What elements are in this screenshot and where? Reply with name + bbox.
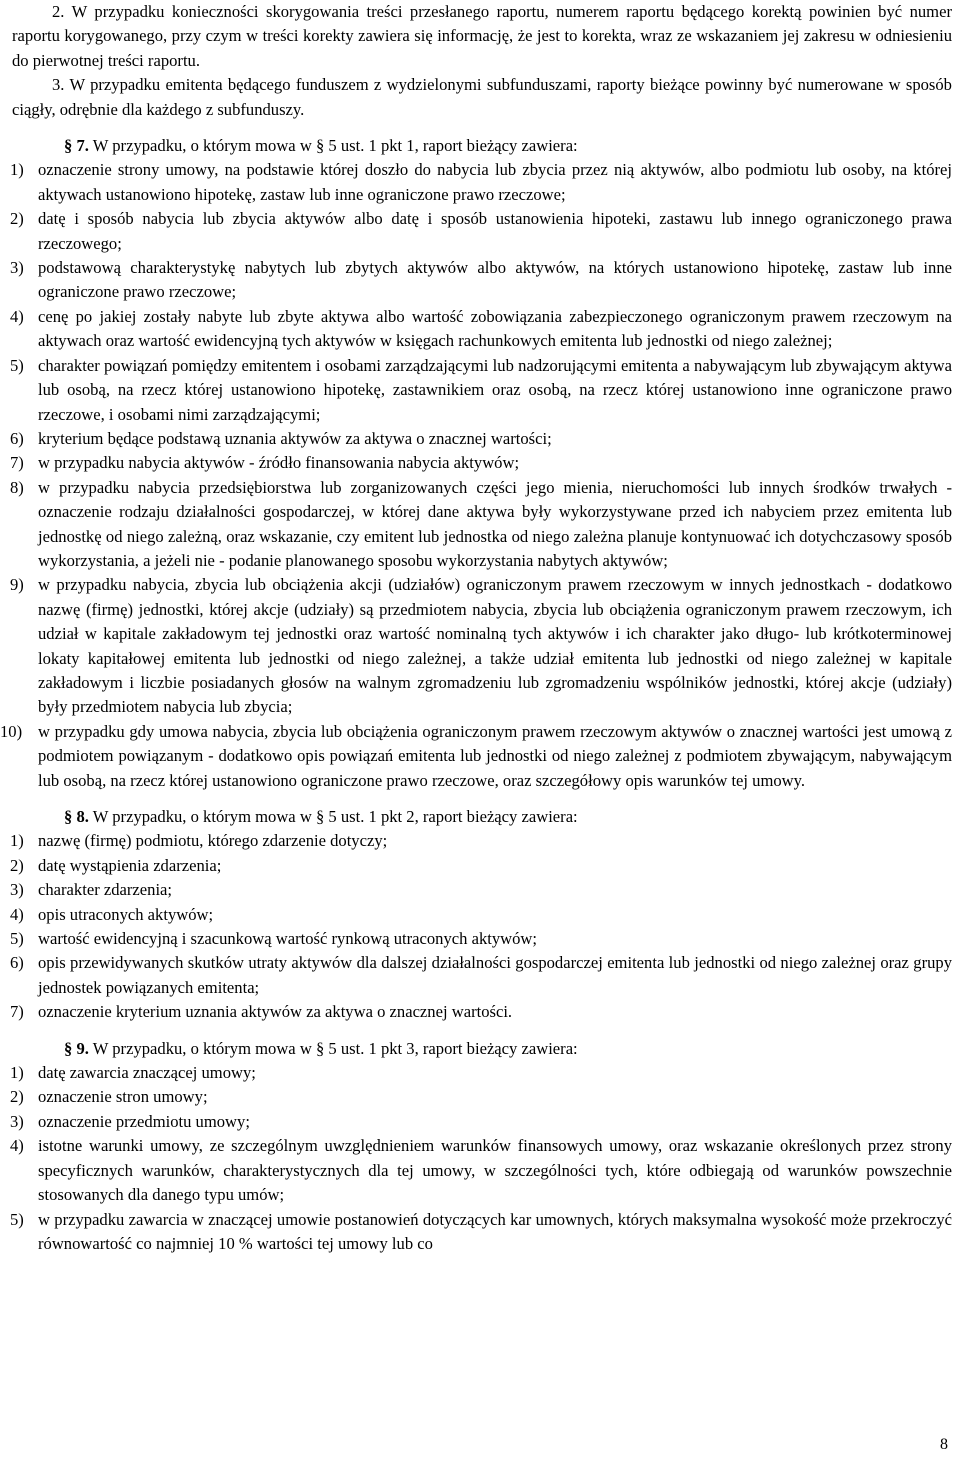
list-item (12, 1110, 952, 1134)
list-item (12, 354, 952, 427)
list-item (12, 1085, 952, 1109)
list-item-text: kryterium będące podstawą uznania aktywów za aktywa o znacznej wartości; (38, 428, 552, 448)
list-item-label: 5) (10, 929, 24, 949)
section-7-heading (12, 134, 952, 158)
section-7-number: § 7. (64, 136, 89, 156)
list-item-text: nazwę (firmę) podmiotu, którego zdarzenie dotyczy; (38, 831, 388, 851)
list-item-label: 5) (10, 355, 24, 375)
list-item-text: w przypadku nabycia przedsiębiorstwa lub zorganizowanych części jego mienia, nieruchomości lub innych środków trwałych - oznaczenie rodzaju działalności gospodarczej, w której dane aktywa były wykorzystywane przed ich nabyciem przez emitenta lub jednostkę od niego zależną, oraz wskazanie, czy emitent lub jednostka od niego zależna planuje kontynuować ich dotychczasowy sposób wykorzystania, a jeżeli nie - podanie planowanego sposobu wykorzystania nabytych aktywów; (38, 477, 952, 570)
list-item-text: datę i sposób nabycia lub zbycia aktywów albo datę i sposób ustanowienia hipoteki, zastawu lub innego ograniczonego prawa rzeczowego; (38, 209, 952, 253)
list-item (12, 256, 952, 305)
list-item-label: 2) (10, 209, 24, 229)
list-item (12, 1000, 952, 1024)
list-item (12, 451, 952, 475)
paragraph-3-text: W przypadku emitenta będącego funduszem z wydzielonymi subfunduszami, raporty bieżące powinny być numerowane w sposób ciągły, odrębnie dla każdego z subfunduszy. (12, 75, 952, 119)
list-item-label: 7) (10, 1002, 24, 1022)
list-item-text: oznaczenie stron umowy; (38, 1087, 208, 1107)
list-item-label: 1) (10, 160, 24, 180)
paragraph-3-number: 3. (52, 75, 65, 95)
list-item-text: opis przewidywanych skutków utraty aktywów dla dalszej działalności gospodarczej emitenta lub jednostki od niego zależnej oraz grupy jednostek powiązanych emitenta; (38, 953, 952, 997)
list-item (12, 951, 952, 1000)
section-7-intro: W przypadku, o którym mowa w § 5 ust. 1 pkt 1, raport bieżący zawiera: (92, 136, 578, 156)
paragraph-2-number: 2. (52, 2, 65, 21)
list-item-label: 3) (10, 880, 24, 900)
section-8-intro: W przypadku, o którym mowa w § 5 ust. 1 pkt 2, raport bieżący zawiera: (92, 807, 578, 826)
list-item-text: w przypadku nabycia aktywów - źródło finansowania nabycia aktywów; (38, 453, 520, 473)
list-item-text: datę zawarcia znaczącej umowy; (38, 1063, 256, 1083)
list-item-label: 10) (0, 721, 23, 741)
list-item-label: 6) (10, 953, 24, 973)
list-item (12, 854, 952, 878)
list-item (12, 1061, 952, 1085)
list-item-text: cenę po jakiej zostały nabyte lub zbyte aktywa albo wartość zobowiązania zabezpieczonego ograniczonym prawem rzeczowym na aktywach oraz wartość ewidencyjną tych aktywów w księgach rachunkowych emitenta lub jednostki od niego zależnej; (38, 306, 952, 351)
list-item-label: 4) (10, 1136, 24, 1156)
list-item-label: 3) (10, 1111, 24, 1131)
list-item-text: oznaczenie strony umowy, na podstawie której doszło do nabycia lub zbycia przez nią aktywów, albo podmiotu lub osoby, na której aktywach ustanowiono hipotekę, zastaw lub inne ograniczone prawo rzeczowe; (38, 160, 952, 204)
list-item-label: 4) (10, 306, 24, 326)
list-item (12, 1208, 952, 1257)
list-item-text: charakter zdarzenia; (38, 880, 173, 900)
section-9-intro: W przypadku, o którym mowa w § 5 ust. 1 pkt 3, raport bieżący zawiera: (92, 1038, 578, 1058)
paragraph-2 (12, 0, 952, 73)
list-item-label: 5) (10, 1209, 24, 1229)
paragraph-2-text: W przypadku konieczności skorygowania treści przesłanego raportu, numerem raportu będącego korektą powinien być numer raportu korygowanego, przy czym w treści korekty zawiera się informację, że jest to korekta, wraz ze wskazaniem jej zakresu w odniesieniu do pierwotnej treści raportu. (12, 2, 952, 70)
list-item-label: 4) (10, 904, 24, 924)
list-item-label: 1) (10, 1063, 24, 1083)
list-item-text: w przypadku nabycia, zbycia lub obciążenia akcji (udziałów) ograniczonym prawem rzeczowym w innych jednostkach - dodatkowo nazwę (firmę) jednostki, której akcje (udziały) są przedmiotem nabycia, zbycia lub obciążenia ograniczonym prawem rzeczowym, ich udział w kapitale zakładowym tej jednostki oraz wartość nominalną tych aktywów i ich charakter jako długo- lub krótkoterminowej lokaty kapitałowej emitenta lub jednostki od niego zależnej, a także udział emitenta lub jednostki od niego zależnej w kapitale zakładowym i liczbie posiadanych głosów na walnym zgromadzeniu lub zgromadzeniu wspólników jednostki, której akcje (udziały) były przedmiotem nabycia lub zbycia; (38, 575, 952, 717)
list-item (12, 1134, 952, 1207)
list-item (12, 903, 952, 927)
section-8-list (12, 829, 952, 1024)
section-8-heading (12, 805, 952, 829)
page-number: 8 (940, 1435, 948, 1453)
section-8-number: § 8. (64, 807, 89, 826)
list-item (12, 878, 952, 902)
list-item (12, 829, 952, 853)
list-item-label: 1) (10, 831, 24, 851)
list-item-text: oznaczenie kryterium uznania aktywów za aktywa o znacznej wartości. (38, 1002, 513, 1022)
list-item-text: podstawową charakterystykę nabytych lub zbytych aktywów albo aktywów, na których ustanowiono hipotekę, zastaw lub inne ograniczone prawo rzeczowe; (38, 258, 952, 302)
list-item-label: 2) (10, 855, 24, 875)
list-item-text: w przypadku zawarcia w znaczącej umowie postanowień dotyczących kar umownych, których maksymalna wysokość może przekroczyć równowartość co najmniej 10 % wartości tej umowy lub co (38, 1209, 952, 1253)
paragraph-3 (12, 73, 952, 122)
list-item (12, 427, 952, 451)
list-item-text: datę wystąpienia zdarzenia; (38, 855, 222, 875)
list-item-text: istotne warunki umowy, ze szczególnym uwzględnieniem warunków finansowych umowy, oraz wskazanie określonych przez strony specyficznych warunków, charakterystycznych dla tej umowy, w szczególności tych, które odbiegają od warunków powszechnie stosowanych dla danego typu umów; (38, 1136, 952, 1205)
list-item-text: w przypadku gdy umowa nabycia, zbycia lub obciążenia ograniczonym prawem rzeczowym aktywów o znacznej wartości jest umową z podmiotem powiązanym - dodatkowo opis powiązań emitenta lub jednostki od niego zależnej z podmiotem zbywającym, nabywającym lub osobą, na rzecz której ustanowiono ograniczone prawo rzeczowe, oraz szczegółowy opis warunków tej umowy. (38, 721, 952, 790)
list-item-text: opis utraconych aktywów; (38, 904, 214, 924)
list-item-label: 7) (10, 453, 24, 473)
list-item-text: wartość ewidencyjną i szacunkową wartość rynkową utraconych aktywów; (38, 929, 538, 949)
list-item-label: 8) (10, 477, 24, 497)
list-item (12, 927, 952, 951)
list-item (0, 720, 952, 793)
list-item-label: 3) (10, 258, 24, 278)
list-item (12, 573, 952, 719)
list-item (12, 476, 952, 574)
list-item-label: 9) (10, 575, 24, 595)
list-item (12, 305, 952, 354)
section-9-number: § 9. (64, 1038, 89, 1058)
section-9-heading (12, 1037, 952, 1061)
list-item (12, 207, 952, 256)
section-7-list (0, 158, 952, 793)
list-item-label: 6) (10, 428, 24, 448)
list-item-label: 2) (10, 1087, 24, 1107)
list-item-text: charakter powiązań pomiędzy emitentem i osobami zarządzającymi lub nadzorującymi emitenta a nabywającym lub zbywającym aktywa lub osobą, na rzecz której ustanowiono hipotekę, zastawnikiem oraz osobą, na rzecz której ustanowiono inne ograniczone prawo rzeczowe, i osobami nimi zarządzającymi; (38, 355, 952, 424)
list-item (12, 158, 952, 207)
section-9-list (12, 1061, 952, 1256)
list-item-text: oznaczenie przedmiotu umowy; (38, 1111, 250, 1131)
